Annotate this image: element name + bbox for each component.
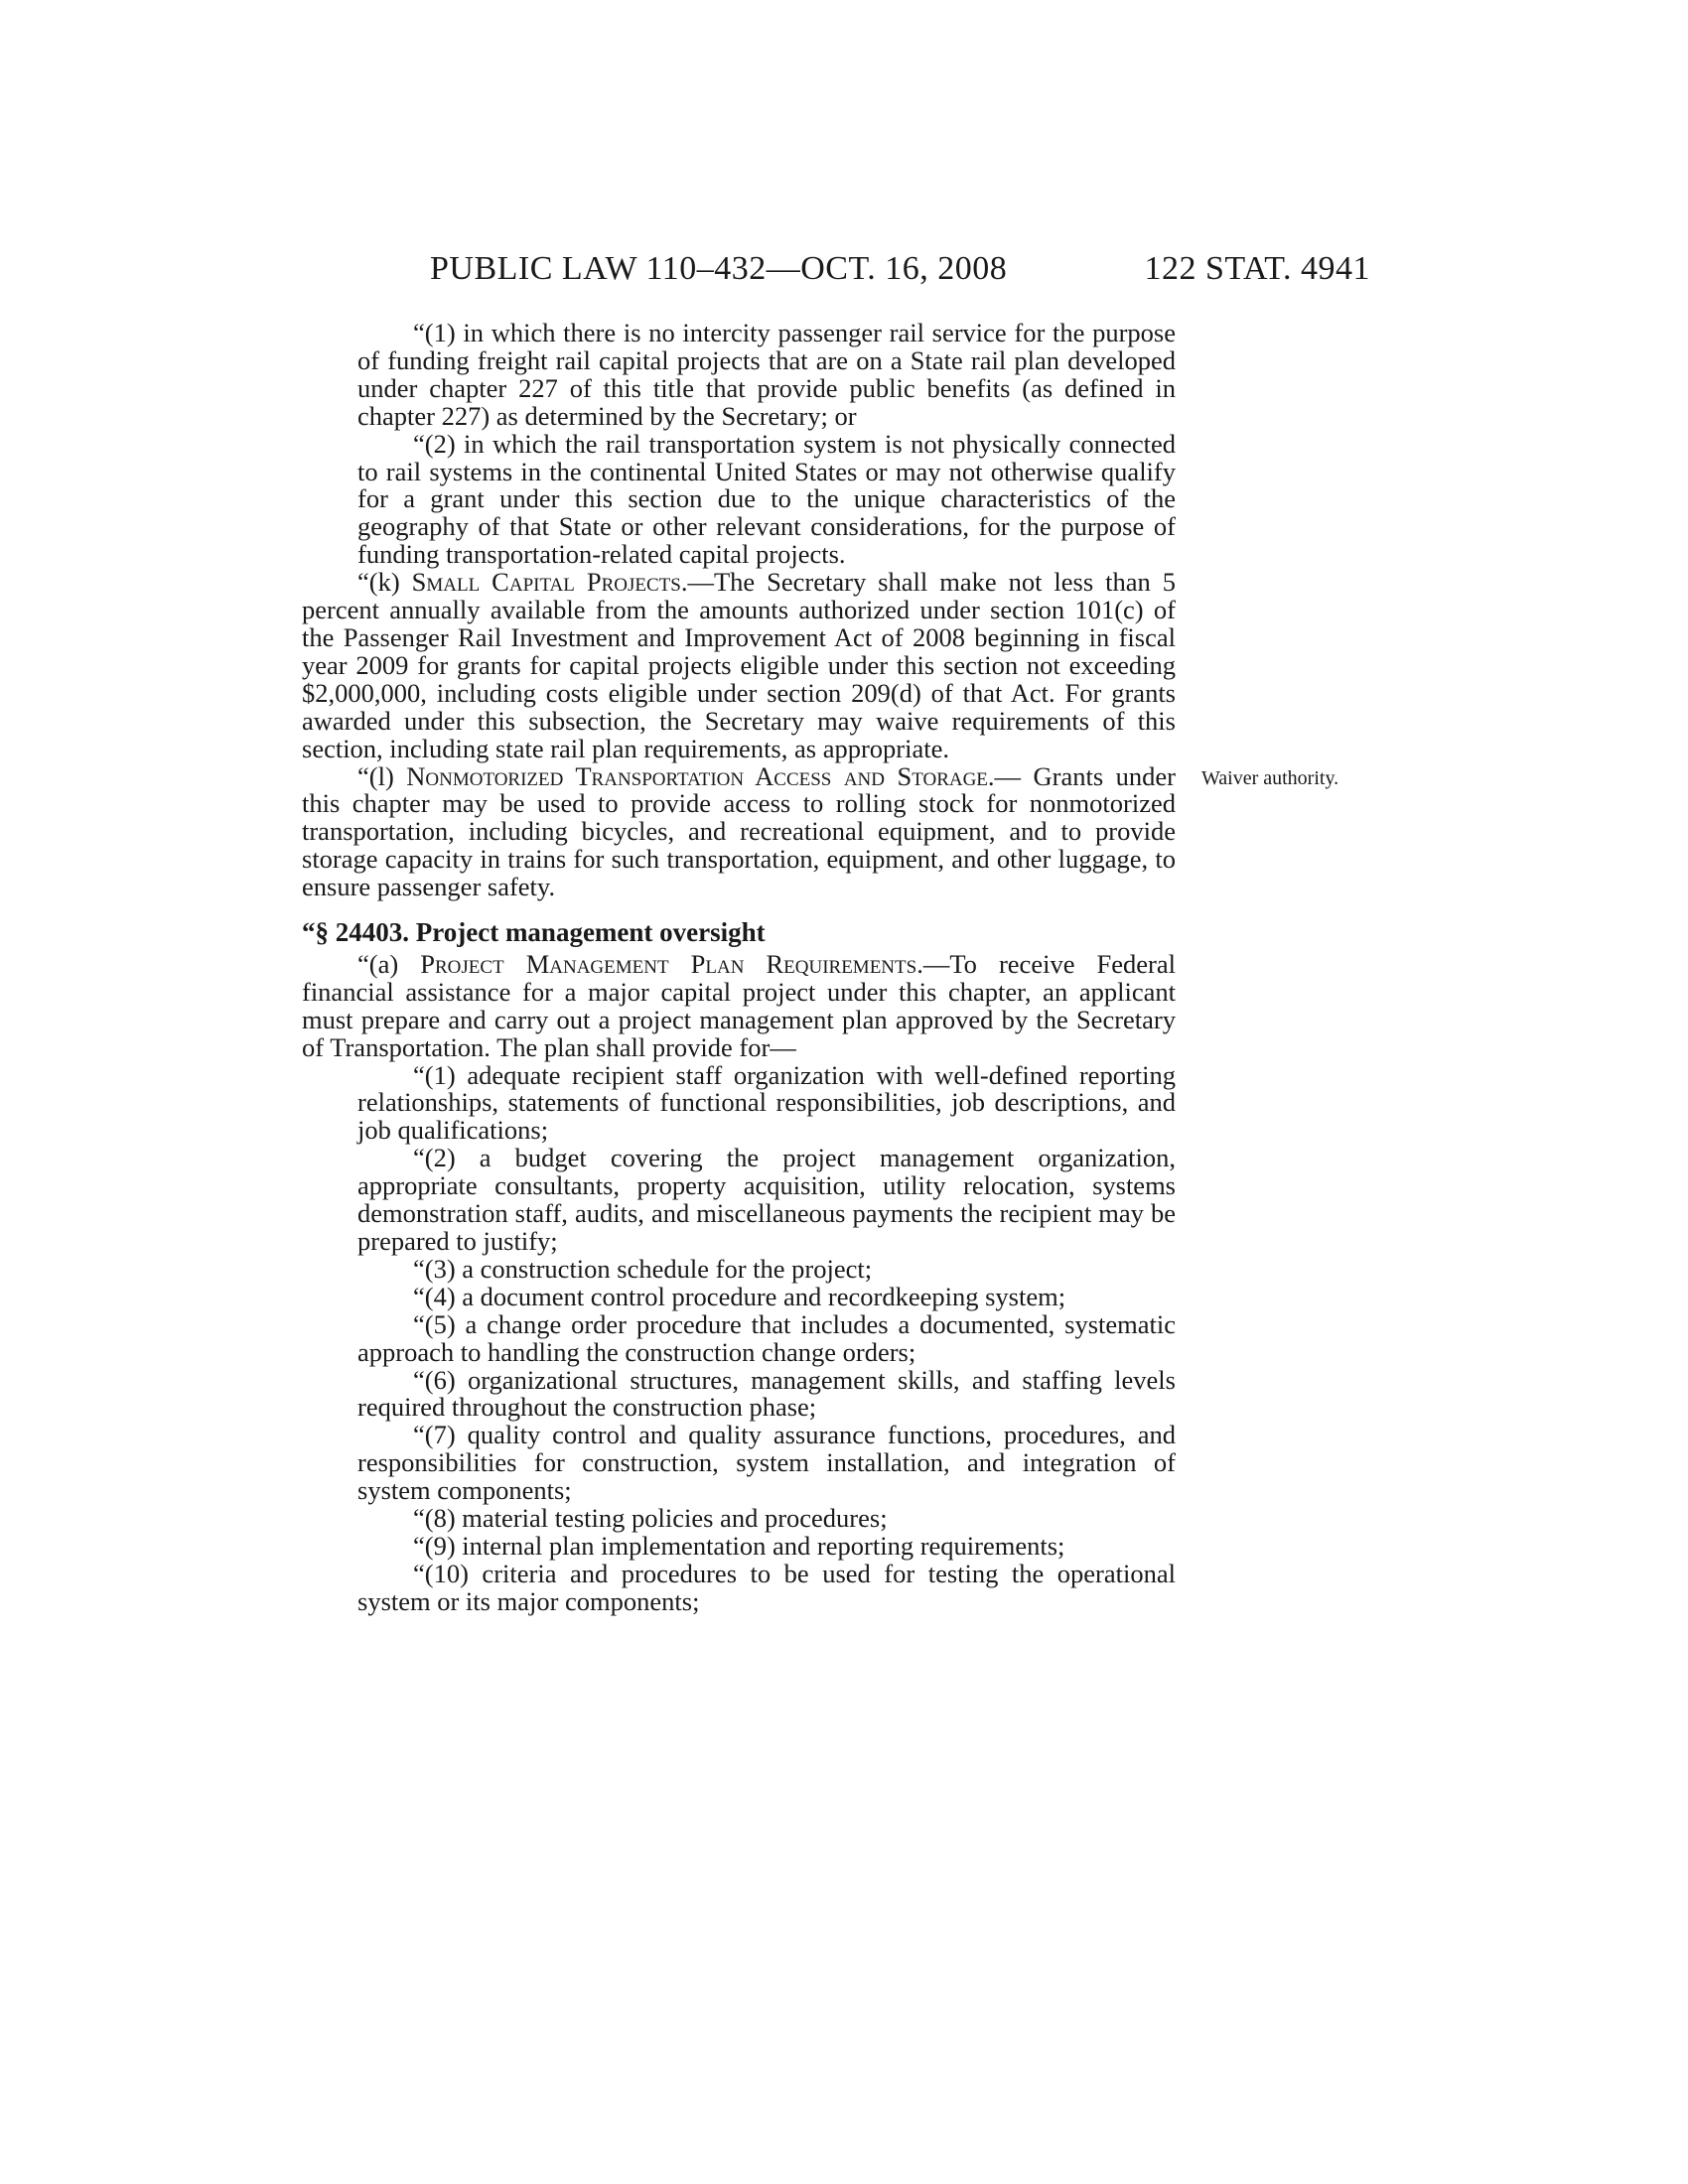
paragraph-j2: “(2) in which the rail transportation system is not physically connected to rail systems in the continental United States or may not otherwise qualify for a grant under this section due to the unique characteristics of the geography of that State or other relevant considerations, for the purpose of funding transportation-related capital projects. bbox=[357, 428, 1176, 570]
list-item: “(7) quality control and quality assurance functions, procedures, and responsibilities for construction, system installation, and integration of system components; bbox=[357, 1420, 1176, 1506]
list-item: “(8) material testing policies and procedures; bbox=[413, 1503, 888, 1534]
section-heading: “§ 24403. Project management oversight bbox=[302, 917, 766, 948]
list-item: “(6) organizational structures, management skills, and staffing levels required throughout the construction phase; bbox=[357, 1364, 1176, 1423]
list-item: “(2) a budget covering the project management organization, appropriate consultants, property acquisition, utility relocation, systems demonstration staff, audits, and miscellaneous payments the recipient may be prepared to justify; bbox=[357, 1143, 1176, 1256]
list-item: “(5) a change order procedure that includes a documented, systematic approach to handling the construction change orders; bbox=[357, 1308, 1176, 1367]
paragraph-a bbox=[302, 948, 1176, 1062]
paragraph-k-text: —The Secretary shall make not less than 5 percent annually available from the amounts authorized under section 101(c) of the Passenger Rail Investment and Improvement Act of 2008 beginning in fiscal year 2009 for grants for capital projects eligible under this section not exceeding $2,000,000, including costs eligible under section 209(d) of that Act. For grants awarded under this subsection, the Secretary may waive requirements of this section, including state rail plan requirements, as appropriate. bbox=[302, 567, 1176, 763]
list-item: “(3) a construction schedule for the project; bbox=[413, 1253, 873, 1284]
page-stat-number: 122 STAT. 4941 bbox=[1144, 250, 1370, 287]
list-item: “(9) internal plan implementation and reporting requirements; bbox=[413, 1530, 1065, 1561]
paragraph-l-prefix: “(l) bbox=[357, 760, 407, 791]
list-item: “(1) adequate recipient staff organization with well-defined reporting relationships, statements of functional responsibilities, job descriptions, and job qualifications; bbox=[357, 1059, 1176, 1146]
paragraph-a-prefix: “(a) bbox=[357, 948, 421, 979]
list-item: “(4) a document control procedure and recordkeeping system; bbox=[413, 1281, 1066, 1311]
paragraph-k bbox=[302, 569, 1176, 762]
paragraph-l-text: — Grants under this chapter may be used to provide access to rolling stock for nonmotorized transportation, including bicycles, and recreational equipment, and to provide storage capacity in trains for such transportation, equipment, and other luggage, to ensure passenger safety. bbox=[302, 760, 1176, 902]
paragraph-l bbox=[302, 760, 1176, 902]
paragraph-j1: “(1) in which there is no intercity passenger rail service for the purpose of funding freight rail capital projects that are on a State rail plan developed under chapter 227 of this title that provide public benefits (as defined in chapter 227) as determined by the Secretary; or bbox=[357, 318, 1176, 431]
paragraph-a-text: —To receive Federal financial assistance for a major capital project under this chapter, an applicant must prepare and carry out a project management plan approved by the Secretary of Transportation. The plan shall provide for— bbox=[302, 948, 1176, 1062]
paragraph-k-prefix: “(k) bbox=[357, 567, 412, 598]
running-head-title: PUBLIC LAW 110–432—OCT. 16, 2008 bbox=[430, 250, 1008, 287]
margin-note-waiver-authority: Waiver authority. bbox=[1201, 767, 1339, 789]
paragraph-a-heading: Project Management Plan Requirements. bbox=[420, 948, 923, 979]
document-body bbox=[302, 320, 1176, 1616]
list-item: “(10) criteria and procedures to be used for testing the operational system or its major components; bbox=[357, 1558, 1176, 1616]
page-header bbox=[298, 250, 1370, 290]
paragraph-k-heading: Small Capital Projects. bbox=[411, 567, 688, 598]
paragraph-l-heading: Nonmotorized Transportation Access and Storage. bbox=[406, 760, 995, 791]
